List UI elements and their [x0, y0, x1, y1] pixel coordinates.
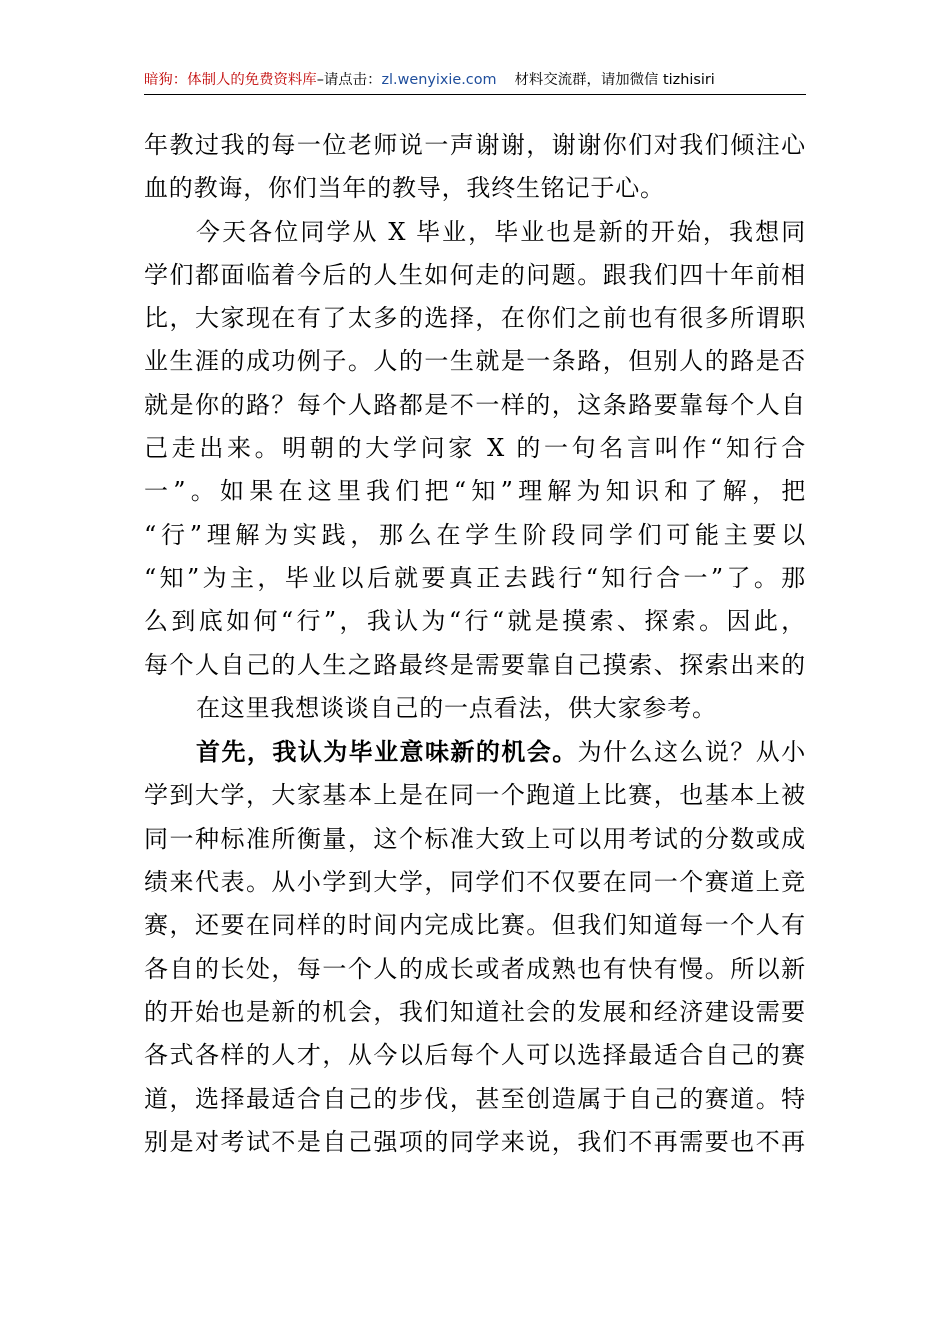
- body-line: 学到大学，大家基本上是在同一个跑道上比赛，也基本上被: [144, 781, 806, 810]
- body-line: 就是你的路？每个人路都是不一样的，这条路要靠每个人自: [144, 390, 806, 419]
- body-line: 年教过我的每一位老师说一声谢谢，谢谢你们对我们倾注心: [144, 131, 806, 159]
- body-line: 道，选择最适合自己的步伐，甚至创造属于自己的赛道。特: [144, 1084, 806, 1113]
- body-line: 业生涯的成功例子。人的一生就是一条路，但别人的路是否: [144, 347, 806, 376]
- body-line: 的开始也是新的机会，我们知道社会的发展和经济建设需要: [144, 997, 806, 1026]
- body-line: 在这里我想谈谈自己的一点看法，供大家参考。: [196, 693, 717, 722]
- body-line: 一”。如果在这里我们把“知”理解为知识和了解，把: [144, 477, 806, 506]
- body-line: 己走出来。明朝的大学问家 X 的一句名言叫作“知行合: [144, 434, 806, 463]
- body-line: 么到底如何“行”，我认为“行“就是摸索、探索。因此，: [144, 607, 806, 636]
- header-site-name: 暗狗：体制人的免费资料库: [144, 72, 317, 88]
- body-line: 别是对考试不是自己强项的同学来说，我们不再需要也不再: [144, 1127, 806, 1156]
- body-line: 赛，还要在同样的时间内完成比赛。但我们知道每一个人有: [144, 911, 806, 940]
- page-header: [144, 68, 806, 95]
- body-line: 今天各位同学从 X 毕业，毕业也是新的开始，我想同: [196, 217, 806, 246]
- body-line: 同一种标准所衡量，这个标准大致上可以用考试的分数或成: [144, 824, 806, 853]
- body-line: 每个人自己的人生之路最终是需要靠自己摸索、探索出来的: [144, 650, 806, 679]
- body-line: 各自的长处，每一个人的成长或者成熟也有快有慢。所以新: [144, 954, 806, 983]
- header-url-link[interactable]: zl.wenyixie.com: [381, 72, 497, 88]
- paragraph-bold-lead: 首先，我认为毕业意味新的机会。: [196, 737, 578, 767]
- header-click-prompt: –请点击：: [316, 72, 382, 88]
- document-body: [144, 124, 806, 1164]
- body-line-rest: 为什么这么说？从小: [577, 738, 807, 767]
- body-line-with-lead: [144, 730, 806, 774]
- body-line: “行”理解为实践，那么在学生阶段同学们可能主要以: [144, 520, 806, 549]
- header-wechat-note: 材料交流群，请加微信 tizhisiri: [514, 72, 715, 88]
- body-line: 绩来代表。从小学到大学，同学们不仅要在同一个赛道上竞: [144, 868, 806, 897]
- body-line: “知”为主，毕业以后就要真正去践行“知行合一”了。那: [144, 563, 806, 592]
- body-line: 血的教诲，你们当年的教导，我终生铭记于心。: [144, 174, 665, 203]
- body-line: 各式各样的人才，从今以后每个人可以选择最适合自己的赛: [144, 1041, 806, 1070]
- body-line: 学们都面临着今后的人生如何走的问题。跟我们四十年前相: [144, 260, 806, 289]
- body-line: 比，大家现在有了太多的选择，在你们之前也有很多所谓职: [144, 304, 806, 333]
